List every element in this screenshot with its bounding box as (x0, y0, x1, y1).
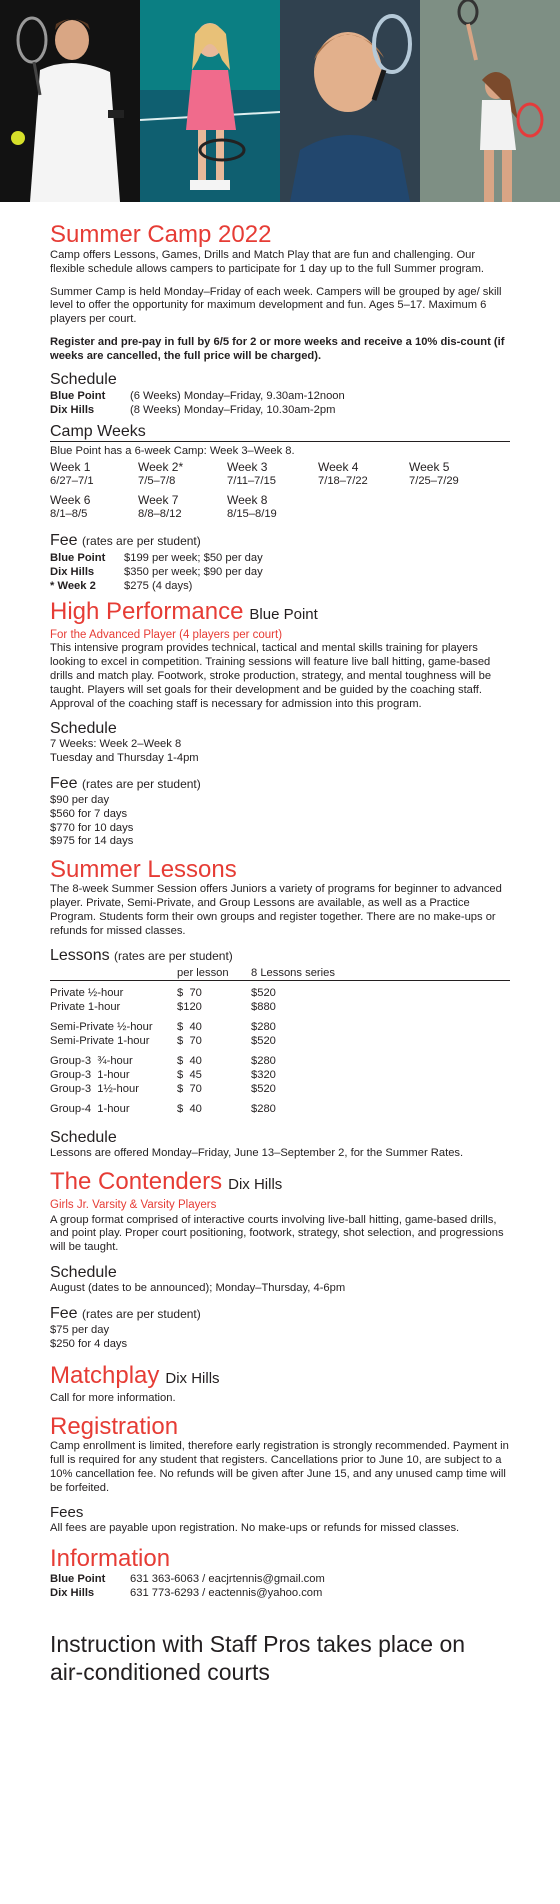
matchplay-title: Matchplay Dix Hills (50, 1362, 220, 1390)
week-cell: Week 2* 7/5–7/8 (138, 460, 184, 487)
summer-camp-fee-heading: Fee (rates are per student) (50, 532, 201, 550)
high-performance-title: High Performance Blue Point (50, 598, 318, 626)
fee-line: $250 for 4 days (50, 1337, 128, 1350)
table-row: Semi-Private 1-hour $ 70 $520 (50, 1034, 276, 1047)
registration-fees-text: All fees are payable upon registration. No make-ups or refunds for missed classes. (50, 1522, 460, 1535)
photo-boy-racket (280, 0, 420, 202)
table-row: Private 1-hour $120 $880 (50, 1000, 276, 1013)
schedule-line: 7 Weeks: Week 2–Week 8 (50, 738, 182, 751)
contenders-schedule-heading: Schedule (50, 1264, 117, 1282)
contenders-title: The Contenders Dix Hills (50, 1167, 283, 1195)
photo-banner (0, 0, 560, 202)
schedule-line: Tuesday and Thursday 1-4pm (50, 752, 199, 765)
table-row: Group-4 1-hour $ 40 $280 (50, 1102, 276, 1115)
information-section (50, 1546, 510, 1600)
photo-girl-court (140, 0, 280, 202)
table-row: Semi-Private ½-hour $ 40 $280 (50, 1020, 276, 1033)
registration-fees-heading: Fees (50, 1504, 84, 1522)
matchplay-section (50, 1363, 510, 1406)
summer-camp-schedule-heading: Schedule (50, 370, 117, 388)
summer-camp-intro: Camp offers Lessons, Games, Drills and Match Play that are fun and challenging. Our flexible schedule allows campers to participate for 1 day up to the full Summer program. (50, 249, 485, 275)
contenders-schedule-text: August (dates to be announced); Monday–Thursday, 4-6pm (50, 1282, 346, 1295)
photo-boy-serve (0, 0, 140, 202)
week-cell: Week 5 7/25–7/29 (409, 460, 459, 487)
contact-row: Dix Hills 631 773-6293 / eactennis@yahoo.com (50, 1587, 323, 1600)
col-per-lesson: per lesson (177, 967, 229, 980)
matchplay-text: Call for more information. (50, 1392, 176, 1405)
high-performance-subtitle: For the Advanced Player (4 players per court) (50, 629, 283, 642)
high-performance-description: This intensive program provides technical, tactical and mental skills training for players looking to excel in competition. Training sessions will feature live ball hitting, game-based drills and match play. Footwork, stroke production, strategy, and mental toughness will be taught. Players will set goals for their development and be guided by the coaching staff. Approval of the coaching staff is necessary for admission into this program. (50, 642, 492, 710)
week-cell: Week 6 8/1–8/5 (50, 493, 91, 520)
summer-camp-discount: Register and pre-pay in full by 6/5 for 2 or more weeks and receive a 10% dis-count (if weeks are cancelled, the full price will be charged). (50, 335, 505, 362)
week-cell: Week 1 6/27–7/1 (50, 460, 94, 487)
information-title: Information (50, 1545, 171, 1573)
fee-line: $75 per day (50, 1323, 110, 1336)
week-cell: Week 8 8/15–8/19 (227, 493, 277, 520)
contenders-section (50, 1169, 510, 1352)
fee-line: $560 for 7 days (50, 807, 128, 820)
contenders-subtitle: Girls Jr. Varsity & Varsity Players (50, 1198, 217, 1211)
contact-row: Blue Point 631 363-6063 / eacjrtennis@gmail.com (50, 1573, 325, 1586)
fee-row: * Week 2 $275 (4 days) (50, 580, 193, 593)
camp-weeks-heading: Camp Weeks (50, 422, 510, 442)
summer-lessons-section (50, 857, 510, 1160)
registration-section (50, 1414, 510, 1536)
photo-girl-swing (420, 0, 560, 202)
registration-title: Registration (50, 1413, 179, 1441)
summer-camp-section (50, 222, 510, 593)
high-performance-fee-heading: Fee (rates are per student) (50, 774, 201, 792)
camp-weeks-note: Blue Point has a 6-week Camp: Week 3–Week 8. (50, 444, 295, 457)
lessons-table (50, 966, 510, 1116)
lessons-schedule-heading: Schedule (50, 1128, 117, 1146)
tagline: Instruction with Staff Pros takes place on air-conditioned courts (50, 1631, 466, 1686)
fee-row: Dix Hills $350 per week; $90 per day (50, 566, 263, 579)
fee-row: Blue Point $199 per week; $50 per day (50, 552, 263, 565)
high-performance-section (50, 599, 510, 849)
fee-line: $90 per day (50, 793, 110, 806)
fee-line: $975 for 14 days (50, 835, 134, 848)
contenders-fee-heading: Fee (rates are per student) (50, 1304, 201, 1322)
contenders-description: A group format comprised of interactive courts involving live-ball hitting, game-based drills, and point play. Proper court positioning, footwork, strategy, shot selection, and progressions will be taught. (50, 1213, 504, 1254)
table-row: Group-3 1½-hour $ 70 $520 (50, 1082, 276, 1095)
col-series: 8 Lessons series (251, 967, 335, 980)
schedule-row: Dix Hills (8 Weeks) Monday–Friday, 10.30am-2pm (50, 403, 336, 416)
fee-line: $770 for 10 days (50, 821, 134, 834)
week-cell: Week 3 7/11–7/15 (227, 460, 276, 487)
camp-weeks-grid (50, 461, 510, 521)
lessons-heading: Lessons (rates are per student) (50, 947, 233, 965)
table-row: Group-3 ¾-hour $ 40 $280 (50, 1054, 276, 1067)
registration-text: Camp enrollment is limited, therefore early registration is strongly recommended. Payment in full is required for any student that registers. Cancellations prior to June 10, are subject to a 10% cancellation fee. No refunds will be given after June 15, and any unused camp time will be forfeited. (50, 1440, 509, 1494)
week-cell: Week 4 7/18–7/22 (318, 460, 368, 487)
table-row: Private ½-hour $ 70 $520 (50, 986, 276, 999)
high-performance-schedule-heading: Schedule (50, 720, 117, 738)
schedule-row: Blue Point (6 Weeks) Monday–Friday, 9.30am-12noon (50, 389, 345, 402)
week-cell: Week 7 8/8–8/12 (138, 493, 182, 520)
table-row: Group-3 1-hour $ 45 $320 (50, 1068, 276, 1081)
summer-camp-title: Summer Camp 2022 (50, 221, 272, 248)
content (50, 222, 510, 1686)
summer-lessons-description: The 8-week Summer Session offers Juniors a variety of programs for beginner to advanced player. Private, Semi-Private, and Group Lessons are available, as well as a Practice Program. Students form their own groups and register together. There are no make-ups or refunds for missed classes. (50, 883, 502, 937)
summer-camp-details: Summer Camp is held Monday–Friday of each week. Campers will be grouped by age/ skill level to offer the opportunity for maximum development and fun. Ages 5–17. Maximum 6 players per court. (50, 285, 502, 326)
lessons-schedule-text: Lessons are offered Monday–Friday, June 13–September 2, for the Summer Rates. (50, 1146, 464, 1159)
summer-lessons-title: Summer Lessons (50, 856, 237, 884)
lessons-table-header (50, 966, 510, 981)
